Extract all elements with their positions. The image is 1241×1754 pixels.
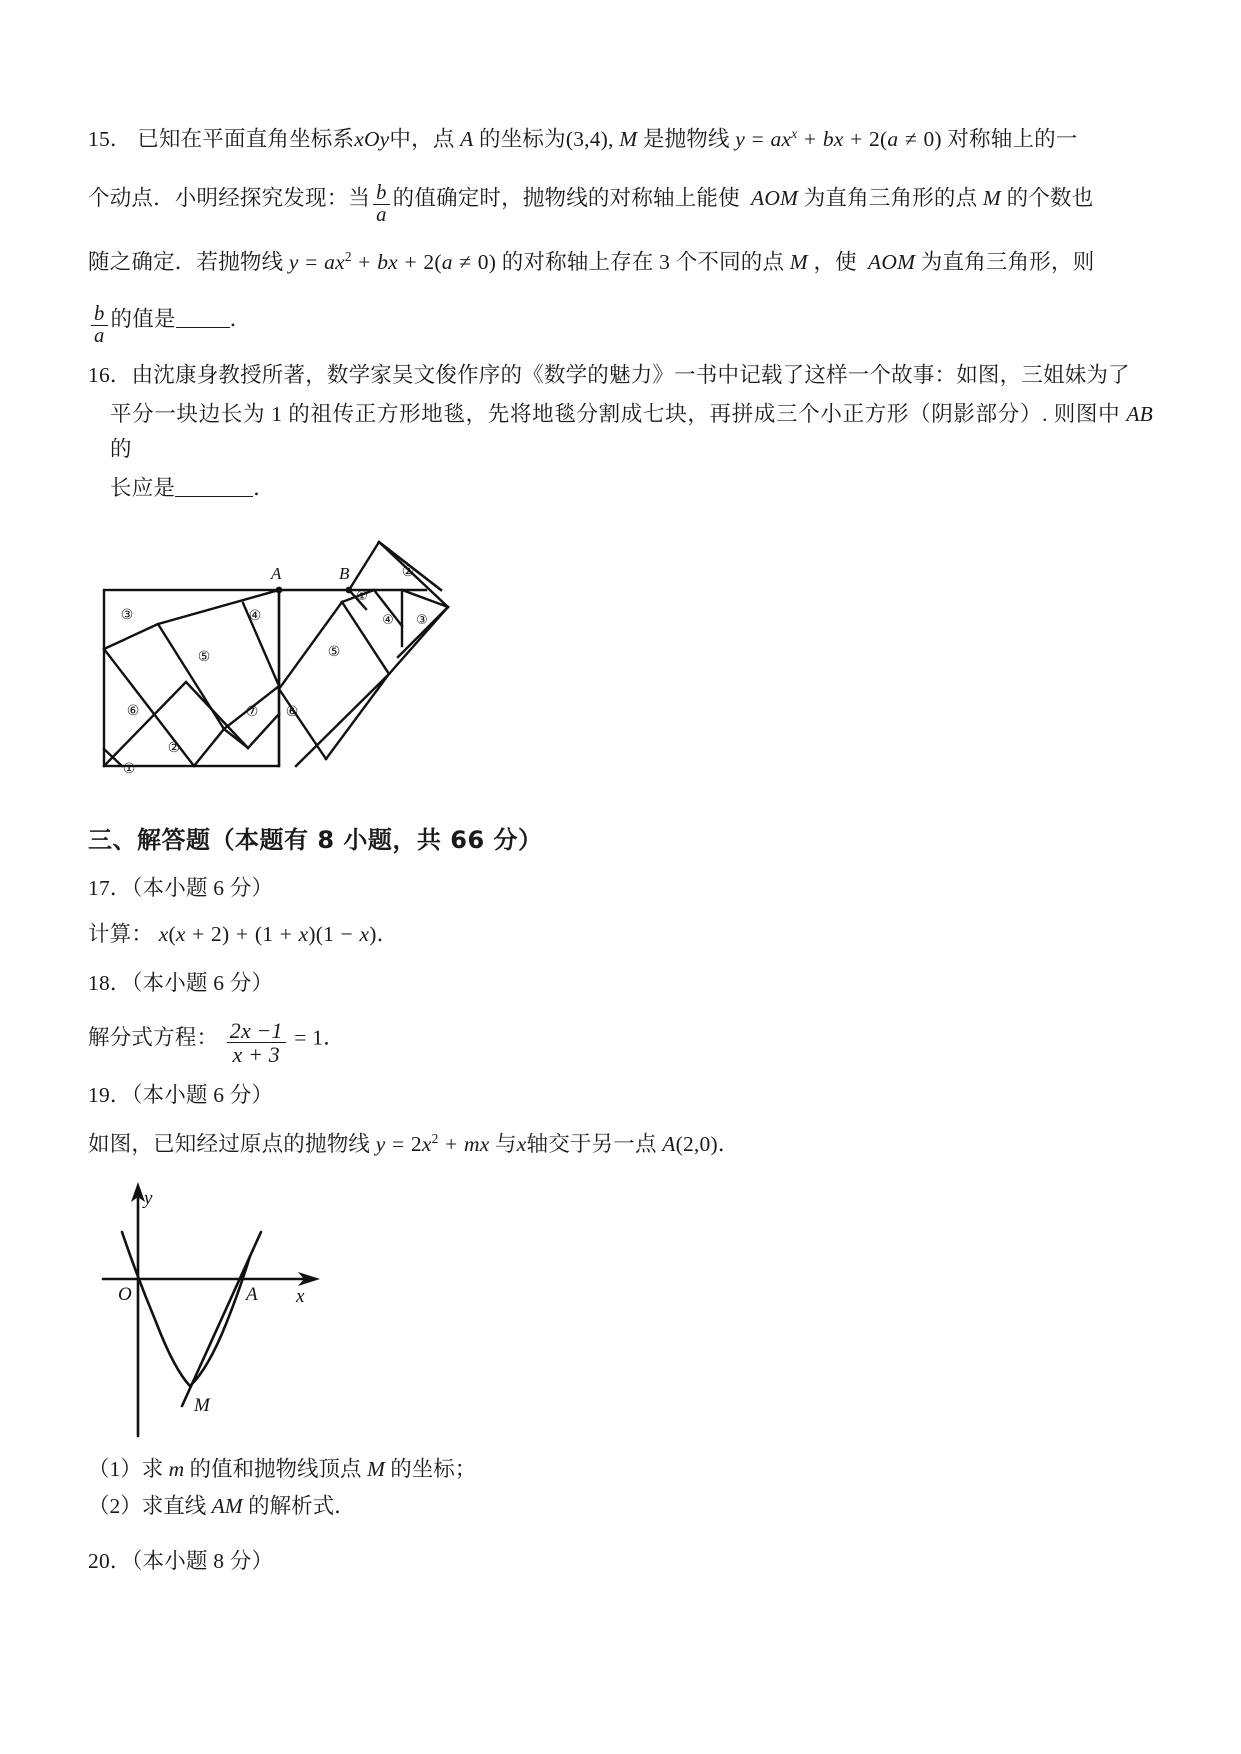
q19-sub-1 xyxy=(88,1451,1153,1489)
label-vertex-m: M xyxy=(194,1394,210,1416)
carpet-piece-1-left: ① xyxy=(122,760,136,777)
q15-point-m: M xyxy=(619,127,638,151)
q16-text-3: 长应是 xyxy=(110,475,176,500)
q19-stem-d: ． xyxy=(717,1132,740,1157)
q19-subquestions xyxy=(88,1451,1153,1526)
line-am xyxy=(182,1232,261,1406)
q19-sub1-mid: 的值和抛物线顶点 xyxy=(189,1456,362,1481)
carpet-label-A: A xyxy=(271,563,282,583)
q17-number: 17． xyxy=(88,875,132,900)
q15-answer-blank[interactable] xyxy=(176,305,230,328)
q19-sub2-am: AM xyxy=(211,1494,243,1519)
q19-points: （本小题 6 分） xyxy=(131,1083,274,1108)
question-19 xyxy=(88,1078,1153,1162)
q15-line-3 xyxy=(88,245,1153,280)
carpet-piece-3-left: ③ xyxy=(120,606,134,623)
q16-answer-blank[interactable] xyxy=(175,474,253,497)
page-content xyxy=(88,122,1153,1583)
q19-sub2-pre: （2）求直线 xyxy=(88,1494,207,1519)
carpet-piece-4-left: ④ xyxy=(248,607,262,624)
carpet-piece-1-right: ① xyxy=(356,588,368,604)
q20-number: 20． xyxy=(88,1549,132,1574)
carpet-dissection-figure xyxy=(96,524,1153,794)
q15-text-8: 为直角三角形的点 xyxy=(803,185,978,210)
q19-equation: $y = 2x^2$ + mx xyxy=(375,1130,490,1157)
carpet-svg xyxy=(96,524,526,789)
q16-number: 16． xyxy=(88,363,132,388)
q16-text-2: 平分一块边长为 1 的祖传正方形地毯，先将地毯分割成七块，再拼成三个小正方形（阴影部分）. 则图中 xyxy=(110,402,1121,427)
label-y-axis: y xyxy=(144,1187,153,1209)
q15-number: 15． xyxy=(88,127,132,151)
q15-text-11: 的对称轴上存在 3 个不同的点 xyxy=(501,250,785,275)
carpet-piece-2-left: ② xyxy=(167,739,181,756)
q19-sub1-pre: （1）求 xyxy=(88,1456,164,1481)
carpet-piece-4-right: ④ xyxy=(382,612,394,628)
label-origin: O xyxy=(118,1283,132,1305)
q15-text-14: 的值是 xyxy=(110,306,176,331)
q19-axis-x: x xyxy=(516,1132,527,1157)
q15-line-1 xyxy=(88,122,1153,157)
q16-text-1: 由沈康身教授所著，数学家吴文俊作序的《数学的魅力》一书中记载了这样一个故事：如图，三姐妹为了 xyxy=(131,363,1130,388)
question-15 xyxy=(88,122,1153,348)
question-17 xyxy=(88,871,1153,953)
q15-text-5: 对称轴上的一 xyxy=(947,127,1078,151)
q15-equation-1: $y = ax^x$ + bx + 2(a ≠ 0) xyxy=(735,125,942,151)
carpet-piece-5-left: ⑤ xyxy=(197,648,211,665)
carpet-piece-2-right: ② xyxy=(401,563,415,580)
q15-text-1: 已知在平面直角坐标系 xyxy=(137,127,355,151)
q19-sub2-end: 的解析式． xyxy=(248,1494,356,1519)
q19-stem-c: 轴交于另一点 xyxy=(526,1132,657,1157)
q18-number: 18． xyxy=(88,971,132,996)
q15-text-10: 随之确定．若抛物线 xyxy=(88,250,284,275)
q16-line-1 xyxy=(88,358,1153,393)
q19-sub1-M: M xyxy=(366,1456,385,1481)
q19-number: 19． xyxy=(88,1083,132,1108)
section-3-heading: 三、解答题（本题有 8 小题，共 66 分） xyxy=(88,825,543,854)
carpet-piece-6-right: ⑥ xyxy=(285,703,299,720)
q18-header xyxy=(88,966,1153,1001)
q15-triangle-aom-1: AOM xyxy=(750,185,799,210)
q19-stem-b: 与 xyxy=(495,1132,517,1157)
q15-text-9: 的个数也 xyxy=(1006,185,1094,210)
q17-expression: x(x + 2) + (1 + x)(1 − x)． xyxy=(158,922,399,947)
q18-fraction: $\frac{2x -1}{x + 3}$ xyxy=(227,1019,286,1066)
q17-header xyxy=(88,871,1153,906)
q19-sub1-m: m xyxy=(168,1456,185,1481)
q16-line-2 xyxy=(110,397,1153,467)
q17-prompt: 计算： xyxy=(88,922,154,947)
q15-equation-2: $y = ax^2$ + bx + 2(a ≠ 0) xyxy=(288,249,497,275)
carpet-piece-7-left: ⑦ xyxy=(245,703,259,720)
carpet-piece-3-right: ③ xyxy=(416,612,428,628)
q16-segment-ab: AB xyxy=(1126,402,1154,427)
q16-text-3-end: ． xyxy=(253,475,275,500)
q15-text-6: 个动点．小明经探究发现：当 xyxy=(88,185,371,210)
q16-text-2-end: 的 xyxy=(110,437,132,461)
q18-rhs: = 1． xyxy=(294,1025,345,1050)
q15-text-7: 的值确定时，抛物线的对称轴上能使 xyxy=(392,185,740,210)
q18-prompt: 解分式方程： xyxy=(88,1025,219,1050)
carpet-piece-5-right: ⑤ xyxy=(327,643,341,660)
label-x-axis: x xyxy=(296,1285,305,1307)
q15-text-4: 是抛物线 xyxy=(642,127,730,151)
q15-fraction-b-over-a-2: $\frac{b}{a}$ xyxy=(91,304,108,348)
parabola-svg xyxy=(98,1174,358,1442)
q15-text-3: 的坐标为 xyxy=(479,127,566,151)
label-point-a: A xyxy=(246,1283,258,1305)
q15-xoy: xOy xyxy=(354,127,390,151)
q19-stem xyxy=(88,1127,1153,1162)
q19-point-a: A(2,0) xyxy=(662,1132,718,1157)
question-16 xyxy=(88,358,1153,505)
q15-point-a: A xyxy=(460,127,474,151)
q15-triangle-aom-2: AOM xyxy=(868,250,916,275)
q16-line-3 xyxy=(110,471,1153,506)
parabola-figure xyxy=(98,1174,1153,1447)
q15-line-4 xyxy=(88,300,1153,348)
q15-point-m-3: M xyxy=(789,250,808,275)
q15-fraction-b-over-a: $\frac{b}{a}$ xyxy=(373,183,390,227)
q19-stem-a: 如图，已知经过原点的抛物线 xyxy=(88,1132,371,1157)
q15-text-15: ． xyxy=(229,306,252,331)
parabola-curve xyxy=(122,1232,250,1386)
question-18 xyxy=(88,966,1153,1068)
question-20-header xyxy=(88,1544,1153,1579)
q20-points: （本小题 8 分） xyxy=(131,1549,274,1574)
q18-body xyxy=(88,1015,1153,1068)
q17-body xyxy=(88,917,1153,952)
q15-coord-a: (3,4), xyxy=(565,127,614,151)
q15-point-m-2: M xyxy=(982,185,1002,210)
q15-text-13: 为直角三角形，则 xyxy=(920,250,1095,275)
carpet-label-B: B xyxy=(339,563,350,583)
q15-line-2 xyxy=(88,179,1153,227)
q19-sub1-end: 的坐标； xyxy=(390,1456,477,1481)
q19-header xyxy=(88,1078,1153,1113)
q15-text-2: 中，点 xyxy=(389,127,455,151)
q18-points: （本小题 6 分） xyxy=(131,971,274,996)
carpet-piece-6-left: ⑥ xyxy=(126,702,140,719)
q19-sub-2 xyxy=(88,1488,1153,1526)
q17-points: （本小题 6 分） xyxy=(131,875,274,900)
q15-text-12: ，使 xyxy=(813,250,857,275)
